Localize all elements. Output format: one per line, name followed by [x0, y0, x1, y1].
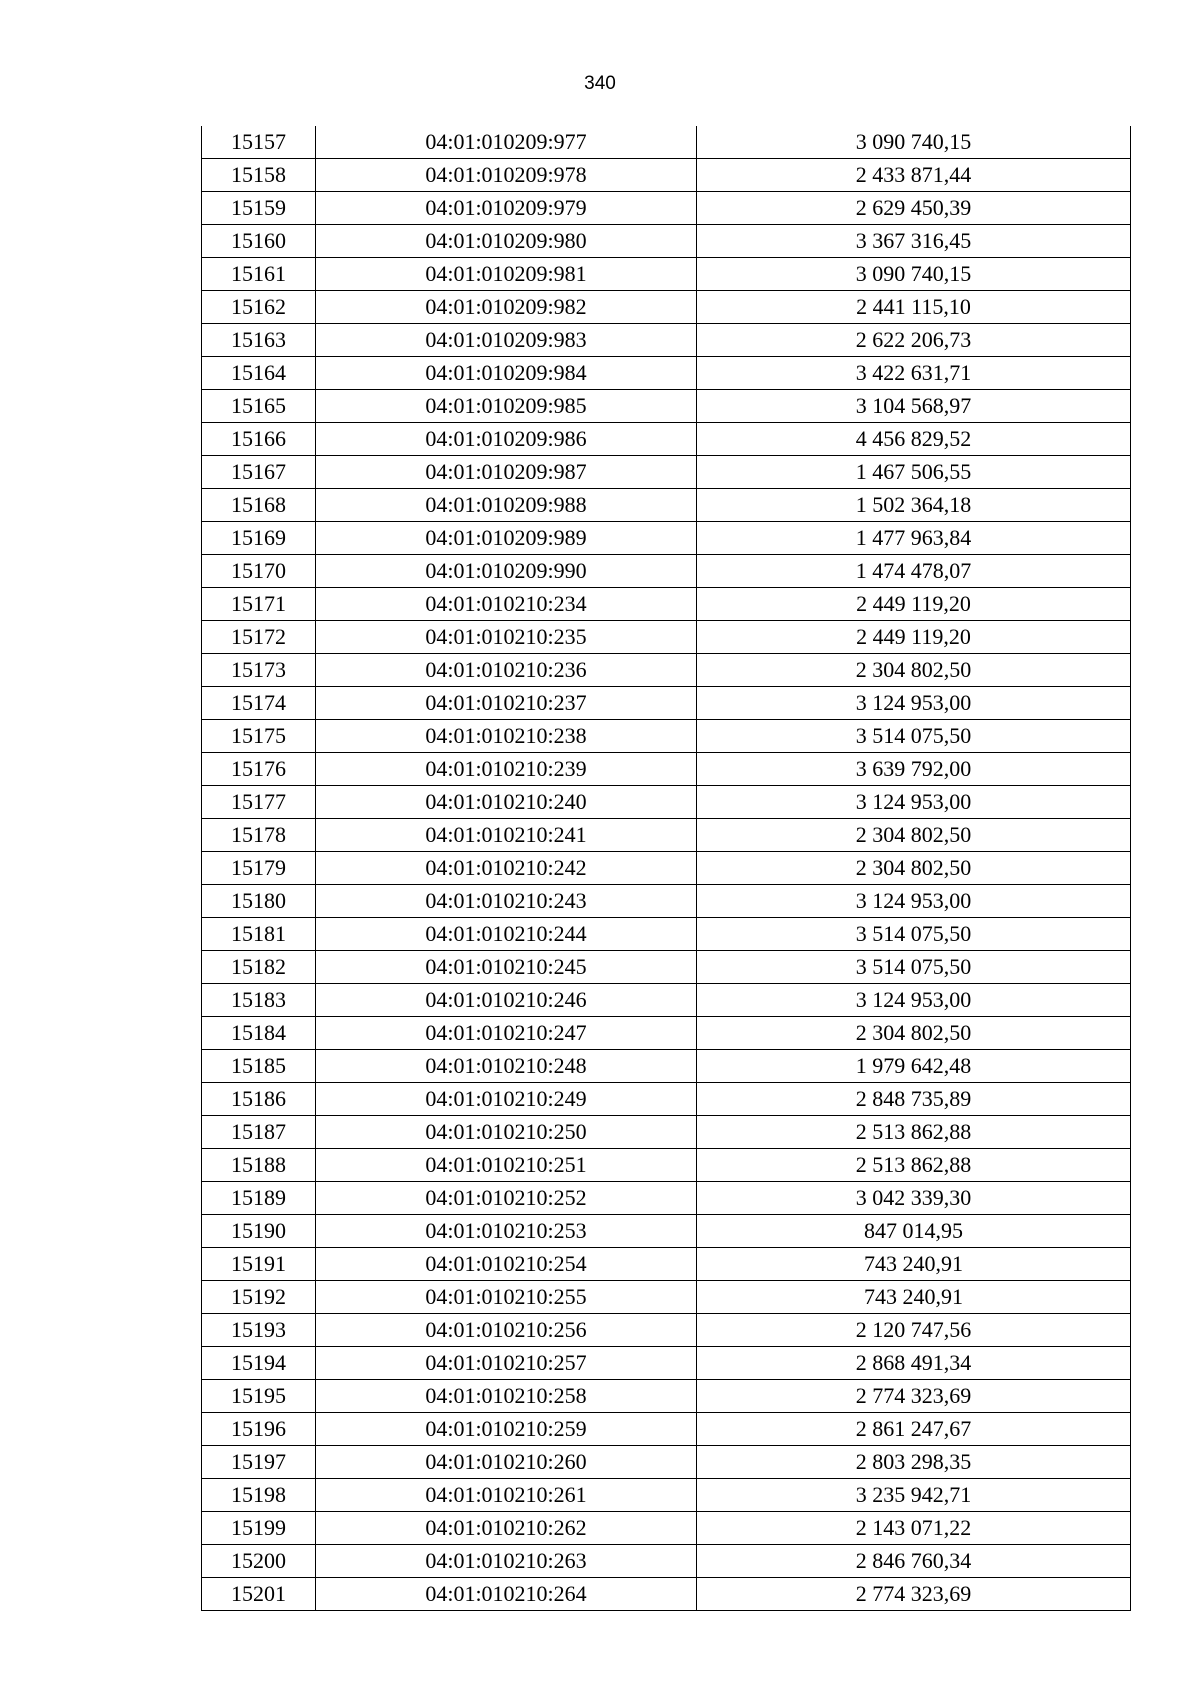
- cadastral-number-cell: 04:01:010209:982: [316, 291, 697, 324]
- cadastral-value-cell: 2 629 450,39: [697, 192, 1131, 225]
- cadastral-value-table: [201, 126, 1131, 1611]
- table-row: [202, 1314, 1131, 1347]
- table-row: [202, 1347, 1131, 1380]
- cadastral-value-cell: 3 367 316,45: [697, 225, 1131, 258]
- cadastral-number-cell: 04:01:010210:257: [316, 1347, 697, 1380]
- cadastral-value-cell: 2 120 747,56: [697, 1314, 1131, 1347]
- table-row: [202, 1512, 1131, 1545]
- cadastral-number-cell: 04:01:010210:263: [316, 1545, 697, 1578]
- row-number-cell: 15182: [202, 951, 316, 984]
- cadastral-number-cell: 04:01:010210:246: [316, 984, 697, 1017]
- cadastral-number-cell: 04:01:010210:261: [316, 1479, 697, 1512]
- cadastral-number-cell: 04:01:010209:980: [316, 225, 697, 258]
- cadastral-value-cell: 2 304 802,50: [697, 1017, 1131, 1050]
- row-number-cell: 15162: [202, 291, 316, 324]
- cadastral-number-cell: 04:01:010210:260: [316, 1446, 697, 1479]
- cadastral-number-cell: 04:01:010210:262: [316, 1512, 697, 1545]
- cadastral-value-cell: 3 124 953,00: [697, 984, 1131, 1017]
- cadastral-value-cell: 3 639 792,00: [697, 753, 1131, 786]
- cadastral-value-cell: 847 014,95: [697, 1215, 1131, 1248]
- table-row: [202, 357, 1131, 390]
- cadastral-number-cell: 04:01:010210:252: [316, 1182, 697, 1215]
- table-row: [202, 291, 1131, 324]
- table-row: [202, 1116, 1131, 1149]
- row-number-cell: 15159: [202, 192, 316, 225]
- cadastral-value-cell: 2 868 491,34: [697, 1347, 1131, 1380]
- table-row: [202, 1182, 1131, 1215]
- table-row: [202, 753, 1131, 786]
- cadastral-number-cell: 04:01:010210:258: [316, 1380, 697, 1413]
- row-number-cell: 15195: [202, 1380, 316, 1413]
- table-row: [202, 621, 1131, 654]
- table-row: [202, 1479, 1131, 1512]
- row-number-cell: 15185: [202, 1050, 316, 1083]
- row-number-cell: 15187: [202, 1116, 316, 1149]
- row-number-cell: 15200: [202, 1545, 316, 1578]
- table-row: [202, 984, 1131, 1017]
- row-number-cell: 15164: [202, 357, 316, 390]
- cadastral-number-cell: 04:01:010210:243: [316, 885, 697, 918]
- cadastral-number-cell: 04:01:010210:256: [316, 1314, 697, 1347]
- cadastral-number-cell: 04:01:010209:983: [316, 324, 697, 357]
- cadastral-value-cell: 2 803 298,35: [697, 1446, 1131, 1479]
- cadastral-value-cell: 3 090 740,15: [697, 258, 1131, 291]
- cadastral-number-cell: 04:01:010210:247: [316, 1017, 697, 1050]
- table-row: [202, 489, 1131, 522]
- table-row: [202, 918, 1131, 951]
- cadastral-value-cell: 3 235 942,71: [697, 1479, 1131, 1512]
- table-row: [202, 1050, 1131, 1083]
- row-number-cell: 15172: [202, 621, 316, 654]
- row-number-cell: 15189: [202, 1182, 316, 1215]
- row-number-cell: 15199: [202, 1512, 316, 1545]
- cadastral-value-cell: 2 622 206,73: [697, 324, 1131, 357]
- cadastral-value-cell: 1 467 506,55: [697, 456, 1131, 489]
- cadastral-value-cell: 2 848 735,89: [697, 1083, 1131, 1116]
- row-number-cell: 15169: [202, 522, 316, 555]
- table-row: [202, 1083, 1131, 1116]
- cadastral-value-cell: 4 456 829,52: [697, 423, 1131, 456]
- cadastral-number-cell: 04:01:010209:984: [316, 357, 697, 390]
- row-number-cell: 15177: [202, 786, 316, 819]
- table-row: [202, 1578, 1131, 1611]
- row-number-cell: 15180: [202, 885, 316, 918]
- cadastral-number-cell: 04:01:010209:989: [316, 522, 697, 555]
- cadastral-value-cell: 3 124 953,00: [697, 786, 1131, 819]
- cadastral-value-cell: 3 514 075,50: [697, 951, 1131, 984]
- row-number-cell: 15178: [202, 819, 316, 852]
- cadastral-number-cell: 04:01:010209:988: [316, 489, 697, 522]
- table-row: [202, 225, 1131, 258]
- cadastral-number-cell: 04:01:010210:235: [316, 621, 697, 654]
- cadastral-number-cell: 04:01:010210:236: [316, 654, 697, 687]
- cadastral-number-cell: 04:01:010209:986: [316, 423, 697, 456]
- cadastral-value-cell: 1 474 478,07: [697, 555, 1131, 588]
- table-row: [202, 159, 1131, 192]
- table-row: [202, 951, 1131, 984]
- cadastral-value-cell: 2 441 115,10: [697, 291, 1131, 324]
- row-number-cell: 15160: [202, 225, 316, 258]
- row-number-cell: 15175: [202, 720, 316, 753]
- cadastral-number-cell: 04:01:010210:255: [316, 1281, 697, 1314]
- row-number-cell: 15161: [202, 258, 316, 291]
- row-number-cell: 15170: [202, 555, 316, 588]
- row-number-cell: 15165: [202, 390, 316, 423]
- cadastral-number-cell: 04:01:010210:239: [316, 753, 697, 786]
- table-body: [202, 126, 1131, 1611]
- cadastral-value-cell: 3 514 075,50: [697, 720, 1131, 753]
- cadastral-number-cell: 04:01:010210:253: [316, 1215, 697, 1248]
- cadastral-value-cell: 2 846 760,34: [697, 1545, 1131, 1578]
- table-row: [202, 456, 1131, 489]
- row-number-cell: 15173: [202, 654, 316, 687]
- row-number-cell: 15186: [202, 1083, 316, 1116]
- table-row: [202, 1149, 1131, 1182]
- row-number-cell: 15171: [202, 588, 316, 621]
- row-number-cell: 15181: [202, 918, 316, 951]
- page-number: 340: [584, 73, 616, 94]
- cadastral-number-cell: 04:01:010210:234: [316, 588, 697, 621]
- table-row: [202, 588, 1131, 621]
- table-row: [202, 1446, 1131, 1479]
- table-row: [202, 1380, 1131, 1413]
- cadastral-number-cell: 04:01:010209:990: [316, 555, 697, 588]
- row-number-cell: 15192: [202, 1281, 316, 1314]
- row-number-cell: 15193: [202, 1314, 316, 1347]
- cadastral-value-cell: 2 433 871,44: [697, 159, 1131, 192]
- cadastral-value-cell: 2 449 119,20: [697, 588, 1131, 621]
- table-row: [202, 654, 1131, 687]
- cadastral-number-cell: 04:01:010210:259: [316, 1413, 697, 1446]
- cadastral-number-cell: 04:01:010210:248: [316, 1050, 697, 1083]
- cadastral-value-cell: 2 304 802,50: [697, 852, 1131, 885]
- row-number-cell: 15163: [202, 324, 316, 357]
- cadastral-value-cell: 743 240,91: [697, 1248, 1131, 1281]
- row-number-cell: 15188: [202, 1149, 316, 1182]
- cadastral-number-cell: 04:01:010210:250: [316, 1116, 697, 1149]
- table-row: [202, 1413, 1131, 1446]
- row-number-cell: 15194: [202, 1347, 316, 1380]
- cadastral-number-cell: 04:01:010210:249: [316, 1083, 697, 1116]
- cadastral-value-cell: 3 090 740,15: [697, 126, 1131, 159]
- cadastral-value-cell: 743 240,91: [697, 1281, 1131, 1314]
- cadastral-value-cell: 3 124 953,00: [697, 687, 1131, 720]
- table-row: [202, 1248, 1131, 1281]
- table-row: [202, 1017, 1131, 1050]
- table-row: [202, 324, 1131, 357]
- cadastral-value-cell: 2 304 802,50: [697, 654, 1131, 687]
- table-row: [202, 1215, 1131, 1248]
- cadastral-value-cell: 2 513 862,88: [697, 1116, 1131, 1149]
- cadastral-value-cell: 2 304 802,50: [697, 819, 1131, 852]
- cadastral-value-cell: 1 979 642,48: [697, 1050, 1131, 1083]
- cadastral-number-cell: 04:01:010210:251: [316, 1149, 697, 1182]
- table-row: [202, 1281, 1131, 1314]
- cadastral-number-cell: 04:01:010210:238: [316, 720, 697, 753]
- row-number-cell: 15174: [202, 687, 316, 720]
- cadastral-value-cell: 2 774 323,69: [697, 1578, 1131, 1611]
- cadastral-number-cell: 04:01:010209:978: [316, 159, 697, 192]
- table-row: [202, 819, 1131, 852]
- cadastral-number-cell: 04:01:010210:254: [316, 1248, 697, 1281]
- cadastral-number-cell: 04:01:010209:979: [316, 192, 697, 225]
- table-row: [202, 1545, 1131, 1578]
- row-number-cell: 15166: [202, 423, 316, 456]
- table-row: [202, 786, 1131, 819]
- cadastral-value-cell: 2 861 247,67: [697, 1413, 1131, 1446]
- cadastral-number-cell: 04:01:010209:977: [316, 126, 697, 159]
- row-number-cell: 15190: [202, 1215, 316, 1248]
- row-number-cell: 15176: [202, 753, 316, 786]
- table-row: [202, 423, 1131, 456]
- row-number-cell: 15201: [202, 1578, 316, 1611]
- table-row: [202, 687, 1131, 720]
- table-row: [202, 885, 1131, 918]
- cadastral-value-cell: 3 422 631,71: [697, 357, 1131, 390]
- cadastral-number-cell: 04:01:010210:241: [316, 819, 697, 852]
- table-row: [202, 258, 1131, 291]
- cadastral-number-cell: 04:01:010209:981: [316, 258, 697, 291]
- row-number-cell: 15184: [202, 1017, 316, 1050]
- cadastral-number-cell: 04:01:010210:244: [316, 918, 697, 951]
- cadastral-value-cell: 3 514 075,50: [697, 918, 1131, 951]
- table-row: [202, 192, 1131, 225]
- cadastral-number-cell: 04:01:010210:240: [316, 786, 697, 819]
- row-number-cell: 15158: [202, 159, 316, 192]
- row-number-cell: 15197: [202, 1446, 316, 1479]
- row-number-cell: 15167: [202, 456, 316, 489]
- row-number-cell: 15196: [202, 1413, 316, 1446]
- cadastral-number-cell: 04:01:010210:242: [316, 852, 697, 885]
- cadastral-number-cell: 04:01:010209:985: [316, 390, 697, 423]
- row-number-cell: 15157: [202, 126, 316, 159]
- cadastral-number-cell: 04:01:010210:264: [316, 1578, 697, 1611]
- cadastral-value-cell: 1 477 963,84: [697, 522, 1131, 555]
- cadastral-value-cell: 3 104 568,97: [697, 390, 1131, 423]
- row-number-cell: 15198: [202, 1479, 316, 1512]
- table-row: [202, 720, 1131, 753]
- table-row: [202, 126, 1131, 159]
- cadastral-value-cell: 2 143 071,22: [697, 1512, 1131, 1545]
- row-number-cell: 15179: [202, 852, 316, 885]
- table-row: [202, 852, 1131, 885]
- row-number-cell: 15191: [202, 1248, 316, 1281]
- cadastral-number-cell: 04:01:010210:245: [316, 951, 697, 984]
- row-number-cell: 15183: [202, 984, 316, 1017]
- cadastral-number-cell: 04:01:010209:987: [316, 456, 697, 489]
- cadastral-value-cell: 2 449 119,20: [697, 621, 1131, 654]
- cadastral-value-cell: 2 513 862,88: [697, 1149, 1131, 1182]
- cadastral-value-cell: 2 774 323,69: [697, 1380, 1131, 1413]
- cadastral-value-cell: 3 042 339,30: [697, 1182, 1131, 1215]
- row-number-cell: 15168: [202, 489, 316, 522]
- table-row: [202, 522, 1131, 555]
- table-row: [202, 390, 1131, 423]
- cadastral-value-cell: 1 502 364,18: [697, 489, 1131, 522]
- cadastral-number-cell: 04:01:010210:237: [316, 687, 697, 720]
- cadastral-value-cell: 3 124 953,00: [697, 885, 1131, 918]
- table-row: [202, 555, 1131, 588]
